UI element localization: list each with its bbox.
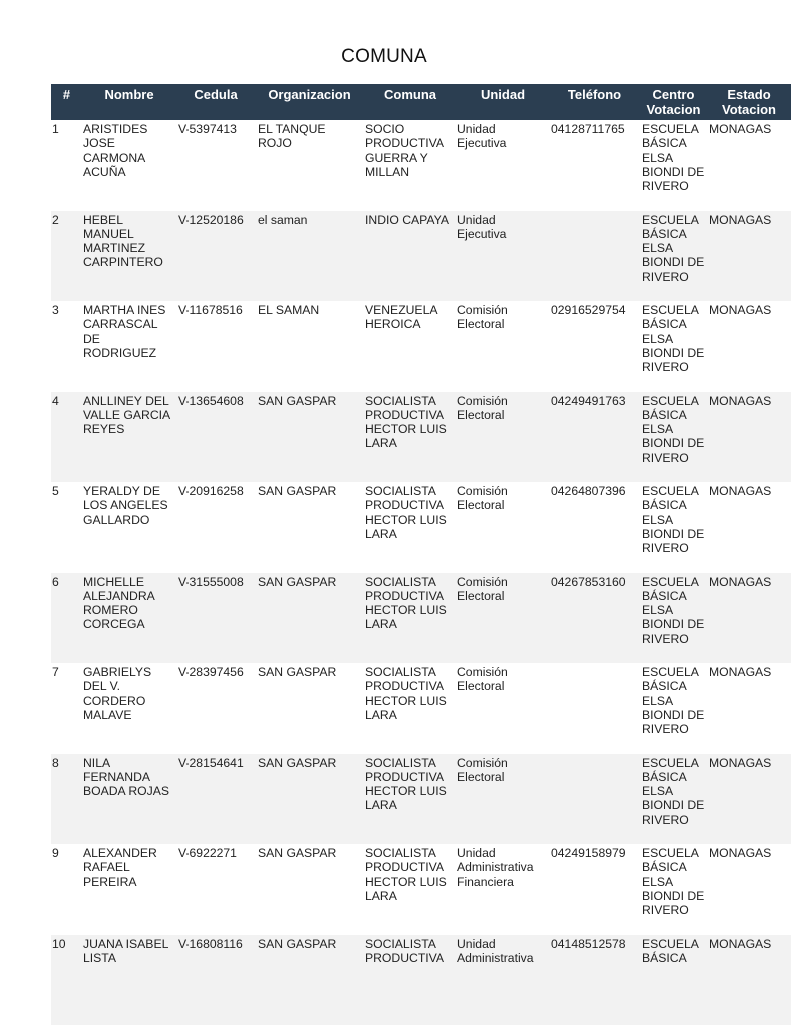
cell-estado-votacion: MONAGAS: [707, 663, 791, 754]
cell-telefono: [549, 754, 640, 845]
cell-estado-votacion: MONAGAS: [707, 392, 791, 483]
header-row: [51, 84, 791, 120]
cell-centro-votacion: ESCUELA BÁSICA ELSA BIONDI DE RIVERO: [640, 211, 707, 302]
table-row: [51, 482, 791, 573]
cell-number: 2: [51, 211, 82, 302]
cell-estado-votacion: MONAGAS: [707, 573, 791, 664]
cell-cedula: V-20916258: [176, 482, 256, 573]
cell-cedula: V-16808116: [176, 935, 256, 1025]
cell-estado-votacion: MONAGAS: [707, 120, 791, 211]
cell-telefono: [549, 211, 640, 302]
cell-cedula: V-6922271: [176, 844, 256, 935]
cell-number: 4: [51, 392, 82, 483]
cell-telefono: 04148512578: [549, 935, 640, 1025]
cell-comuna: SOCIALISTA PRODUCTIVA HECTOR LUIS LARA: [363, 754, 457, 845]
cell-comuna: SOCIALISTA PRODUCTIVA HECTOR LUIS LARA: [363, 482, 457, 573]
cell-number: 1: [51, 120, 82, 211]
cell-nombre: ANLLINEY DEL VALLE GARCIA REYES: [82, 392, 176, 483]
cell-nombre: HEBEL MANUEL MARTINEZ CARPINTERO: [82, 211, 176, 302]
table-row: [51, 844, 791, 935]
cell-centro-votacion: ESCUELA BÁSICA ELSA BIONDI DE RIVERO: [640, 754, 707, 845]
cell-number: 7: [51, 663, 82, 754]
cell-organizacion: SAN GASPAR: [256, 573, 363, 664]
cell-cedula: V-12520186: [176, 211, 256, 302]
cell-unidad: Unidad Administrativa Financiera: [457, 844, 549, 935]
cell-unidad: Comisión Electoral: [457, 482, 549, 573]
cell-nombre: MARTHA INES CARRASCAL DE RODRIGUEZ: [82, 301, 176, 392]
cell-centro-votacion: ESCUELA BÁSICA ELSA BIONDI DE RIVERO: [640, 482, 707, 573]
cell-organizacion: SAN GASPAR: [256, 392, 363, 483]
cell-number: 3: [51, 301, 82, 392]
cell-centro-votacion: ESCUELA BÁSICA ELSA BIONDI DE RIVERO: [640, 301, 707, 392]
cell-comuna: SOCIALISTA PRODUCTIVA HECTOR LUIS LARA: [363, 573, 457, 664]
table-row: [51, 120, 791, 211]
table-header: [51, 84, 791, 120]
cell-organizacion: SAN GASPAR: [256, 663, 363, 754]
column-header-organizacion: Organizacion: [256, 84, 363, 120]
cell-nombre: JUANA ISABEL LISTA: [82, 935, 176, 1025]
cell-number: 6: [51, 573, 82, 664]
cell-cedula: V-28154641: [176, 754, 256, 845]
cell-unidad: Unidad Administrativa: [457, 935, 549, 1025]
cell-centro-votacion: ESCUELA BÁSICA ELSA BIONDI DE RIVERO: [640, 573, 707, 664]
cell-nombre: NILA FERNANDA BOADA ROJAS: [82, 754, 176, 845]
cell-centro-votacion: ESCUELA BÁSICA: [640, 935, 707, 1025]
cell-centro-votacion: ESCUELA BÁSICA ELSA BIONDI DE RIVERO: [640, 392, 707, 483]
cell-nombre: GABRIELYS DEL V. CORDERO MALAVE: [82, 663, 176, 754]
table-row: [51, 935, 791, 1025]
cell-telefono: 04128711765: [549, 120, 640, 211]
table-body: [51, 120, 791, 1025]
cell-unidad: Unidad Ejecutiva: [457, 211, 549, 302]
cell-organizacion: el saman: [256, 211, 363, 302]
cell-cedula: V-11678516: [176, 301, 256, 392]
column-header-estado-votacion: Estado Votacion: [707, 84, 791, 120]
cell-nombre: ARISTIDES JOSE CARMONA ACUÑA: [82, 120, 176, 211]
cell-number: 8: [51, 754, 82, 845]
cell-organizacion: SAN GASPAR: [256, 844, 363, 935]
cell-estado-votacion: MONAGAS: [707, 301, 791, 392]
cell-unidad: Comisión Electoral: [457, 573, 549, 664]
cell-organizacion: SAN GASPAR: [256, 935, 363, 1025]
cell-estado-votacion: MONAGAS: [707, 482, 791, 573]
cell-cedula: V-31555008: [176, 573, 256, 664]
cell-organizacion: EL SAMAN: [256, 301, 363, 392]
column-header-centro-votacion: Centro Votacion: [640, 84, 707, 120]
cell-comuna: VENEZUELA HEROICA: [363, 301, 457, 392]
cell-comuna: SOCIALISTA PRODUCTIVA: [363, 935, 457, 1025]
cell-telefono: 04267853160: [549, 573, 640, 664]
table-row: [51, 392, 791, 483]
cell-nombre: YERALDY DE LOS ANGELES GALLARDO: [82, 482, 176, 573]
cell-cedula: V-13654608: [176, 392, 256, 483]
cell-nombre: MICHELLE ALEJANDRA ROMERO CORCEGA: [82, 573, 176, 664]
cell-unidad: Unidad Ejecutiva: [457, 120, 549, 211]
cell-estado-votacion: MONAGAS: [707, 754, 791, 845]
cell-number: 10: [51, 935, 82, 1025]
column-header-nombre: Nombre: [82, 84, 176, 120]
cell-telefono: 02916529754: [549, 301, 640, 392]
table-row: [51, 301, 791, 392]
cell-cedula: V-28397456: [176, 663, 256, 754]
cell-telefono: 04249158979: [549, 844, 640, 935]
cell-estado-votacion: MONAGAS: [707, 211, 791, 302]
cell-comuna: SOCIALISTA PRODUCTIVA HECTOR LUIS LARA: [363, 392, 457, 483]
cell-telefono: 04264807396: [549, 482, 640, 573]
column-header-telefono: Teléfono: [549, 84, 640, 120]
cell-centro-votacion: ESCUELA BÁSICA ELSA BIONDI DE RIVERO: [640, 120, 707, 211]
cell-comuna: SOCIO PRODUCTIVA GUERRA Y MILLAN: [363, 120, 457, 211]
cell-number: 9: [51, 844, 82, 935]
cell-centro-votacion: ESCUELA BÁSICA ELSA BIONDI DE RIVERO: [640, 844, 707, 935]
cell-unidad: Comisión Electoral: [457, 663, 549, 754]
cell-organizacion: EL TANQUE ROJO: [256, 120, 363, 211]
column-header-cedula: Cedula: [176, 84, 256, 120]
cell-number: 5: [51, 482, 82, 573]
cell-estado-votacion: MONAGAS: [707, 935, 791, 1025]
table-row: [51, 663, 791, 754]
cell-organizacion: SAN GASPAR: [256, 754, 363, 845]
cell-organizacion: SAN GASPAR: [256, 482, 363, 573]
cell-telefono: 04249491763: [549, 392, 640, 483]
cell-unidad: Comisión Electoral: [457, 754, 549, 845]
table-row: [51, 754, 791, 845]
cell-unidad: Comisión Electoral: [457, 392, 549, 483]
cell-centro-votacion: ESCUELA BÁSICA ELSA BIONDI DE RIVERO: [640, 663, 707, 754]
column-header-comuna: Comuna: [363, 84, 457, 120]
cell-estado-votacion: MONAGAS: [707, 844, 791, 935]
cell-unidad: Comisión Electoral: [457, 301, 549, 392]
cell-nombre: ALEXANDER RAFAEL PEREIRA: [82, 844, 176, 935]
table-row: [51, 211, 791, 302]
cell-comuna: INDIO CAPAYA: [363, 211, 457, 302]
members-table: [51, 84, 791, 1025]
cell-telefono: [549, 663, 640, 754]
column-header-unidad: Unidad: [457, 84, 549, 120]
page-title: COMUNA: [0, 46, 768, 68]
table-row: [51, 573, 791, 664]
cell-cedula: V-5397413: [176, 120, 256, 211]
column-header-number: #: [51, 84, 82, 120]
cell-comuna: SOCIALISTA PRODUCTIVA HECTOR LUIS LARA: [363, 663, 457, 754]
cell-comuna: SOCIALISTA PRODUCTIVA HECTOR LUIS LARA: [363, 844, 457, 935]
table-container: [51, 84, 768, 964]
